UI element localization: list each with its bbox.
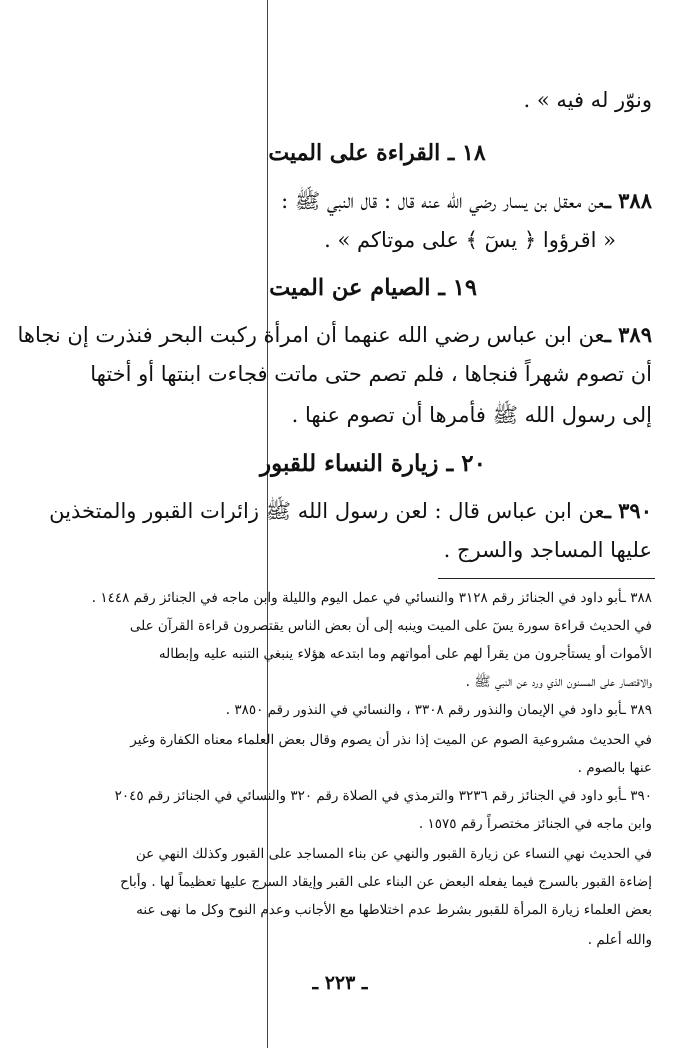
section-heading: ٢٠ ـ زيارة النساء للقبور: [259, 450, 487, 477]
footnote-text: أبو داود في الإيمان والنذور رقم ٣٣٠٨ ، والنسائي في النذور رقم ٣٨٥٠ .: [225, 702, 622, 718]
footnote-line: في الحديث مشروعية الصوم عن الميت إذا نذر أن يصوم وقال بعض العلماء معناه الكفارة وغير: [130, 732, 652, 748]
hadith-line: « اقرؤوا ﴿ يسٓ ﴾ على موتاكم » .: [324, 228, 616, 252]
footnote-number: ٣٩٠ ـ: [621, 788, 652, 804]
intro-line: ونوّر له فيه » .: [523, 88, 652, 112]
hadith-line: [17, 322, 652, 347]
hadith-line: أن تصوم شهراً فنجاها ، فلم تصم حتى ماتت فجاءت ابنتها أو أختها: [90, 362, 652, 386]
section-heading: ١٨ ـ القراءة على الميت: [268, 140, 486, 166]
footnote-line: بعض العلماء زيارة المرأة للقبور بشرط عدم اختلاطها مع الأجانب وعدم النوح وكل ما نهى عنه: [136, 902, 652, 918]
hadith-line: [49, 498, 652, 529]
hadith-text: عن ابن عباس رضي الله عنهما أن امرأة ركبت البحر فنذرت إن نجاها: [17, 323, 605, 347]
footnote-line: عنها بالصوم .: [577, 760, 652, 776]
footnote-line: وابن ماجه في الجنائز مختصراً رقم ١٥٧٥ .: [418, 816, 652, 832]
footnote-text: أبو داود في الجنائز رقم ٣١٢٨ والنسائي في عمل اليوم والليلة وابن ماجه في الجنائز رقم ١٤٤٨ .: [91, 590, 622, 606]
footnote-line: [92, 592, 652, 606]
footnote-line: إضاءة القبور بالسرج فيما يفعله البعض عن البناء على القبر وإيقاد السرج عليها تعظيماً لها . وأباح: [120, 874, 652, 890]
footnote-number: ٣٨٩ ـ: [621, 702, 652, 718]
hadith-text: عن ابن عباس قال : لعن رسول الله ﷺ زائرات القبور والمتخذين: [49, 499, 605, 523]
hadith-number: ٣٨٨ ـ: [604, 188, 652, 213]
footnote-text: أبو داود في الجنائز رقم ٣٢٣٦ والترمذي في الصلاة رقم ٣٢٠ والنسائي في الجنائز رقم ٢٠٤٥: [114, 788, 622, 804]
footnote-line: [226, 704, 652, 718]
hadith-line: [281, 188, 652, 219]
section-heading: ١٩ ـ الصيام عن الميت: [269, 275, 477, 301]
hadith-text: عن معقل بن يسار رضي الله عنه قال : قال النبي ﷺ :: [281, 189, 605, 213]
footnote-line: في الحديث قراءة سورة يسٓ على الميت وينبه إلى أن بعض الناس يقتصرون قراءة القرآن على: [129, 618, 652, 634]
hadith-number: ٣٨٩ ـ: [604, 322, 652, 347]
footnote-line: والله أعلم .: [587, 932, 652, 948]
footnote-line: في الحديث نهي النساء عن زيارة القبور والنهي عن بناء المساجد على القبور وكذلك النهي عن: [135, 846, 652, 862]
footnote-line: والاقتصار على المسنون الذي ورد عن النبي ﷺ .: [465, 674, 652, 690]
page-number: ـ ٢٢٣ ـ: [312, 972, 368, 994]
hadith-line: عليها المساجد والسرج .: [443, 538, 652, 562]
footnote-number: ٣٨٨ ـ: [621, 590, 652, 606]
hadith-line: إلى رسول الله ﷺ فأمرها أن تصوم عنها .: [291, 403, 652, 427]
footnote-line: الأموات أو يستأجرون من يقرأ لهم على أمواتهم وما ابتدعه هؤلاء ينبغي التنبه عليه وإبطاله: [158, 646, 652, 662]
footnote-line: [115, 790, 652, 804]
hadith-number: ٣٩٠ ـ: [604, 498, 652, 523]
footnote-separator: [438, 578, 655, 579]
